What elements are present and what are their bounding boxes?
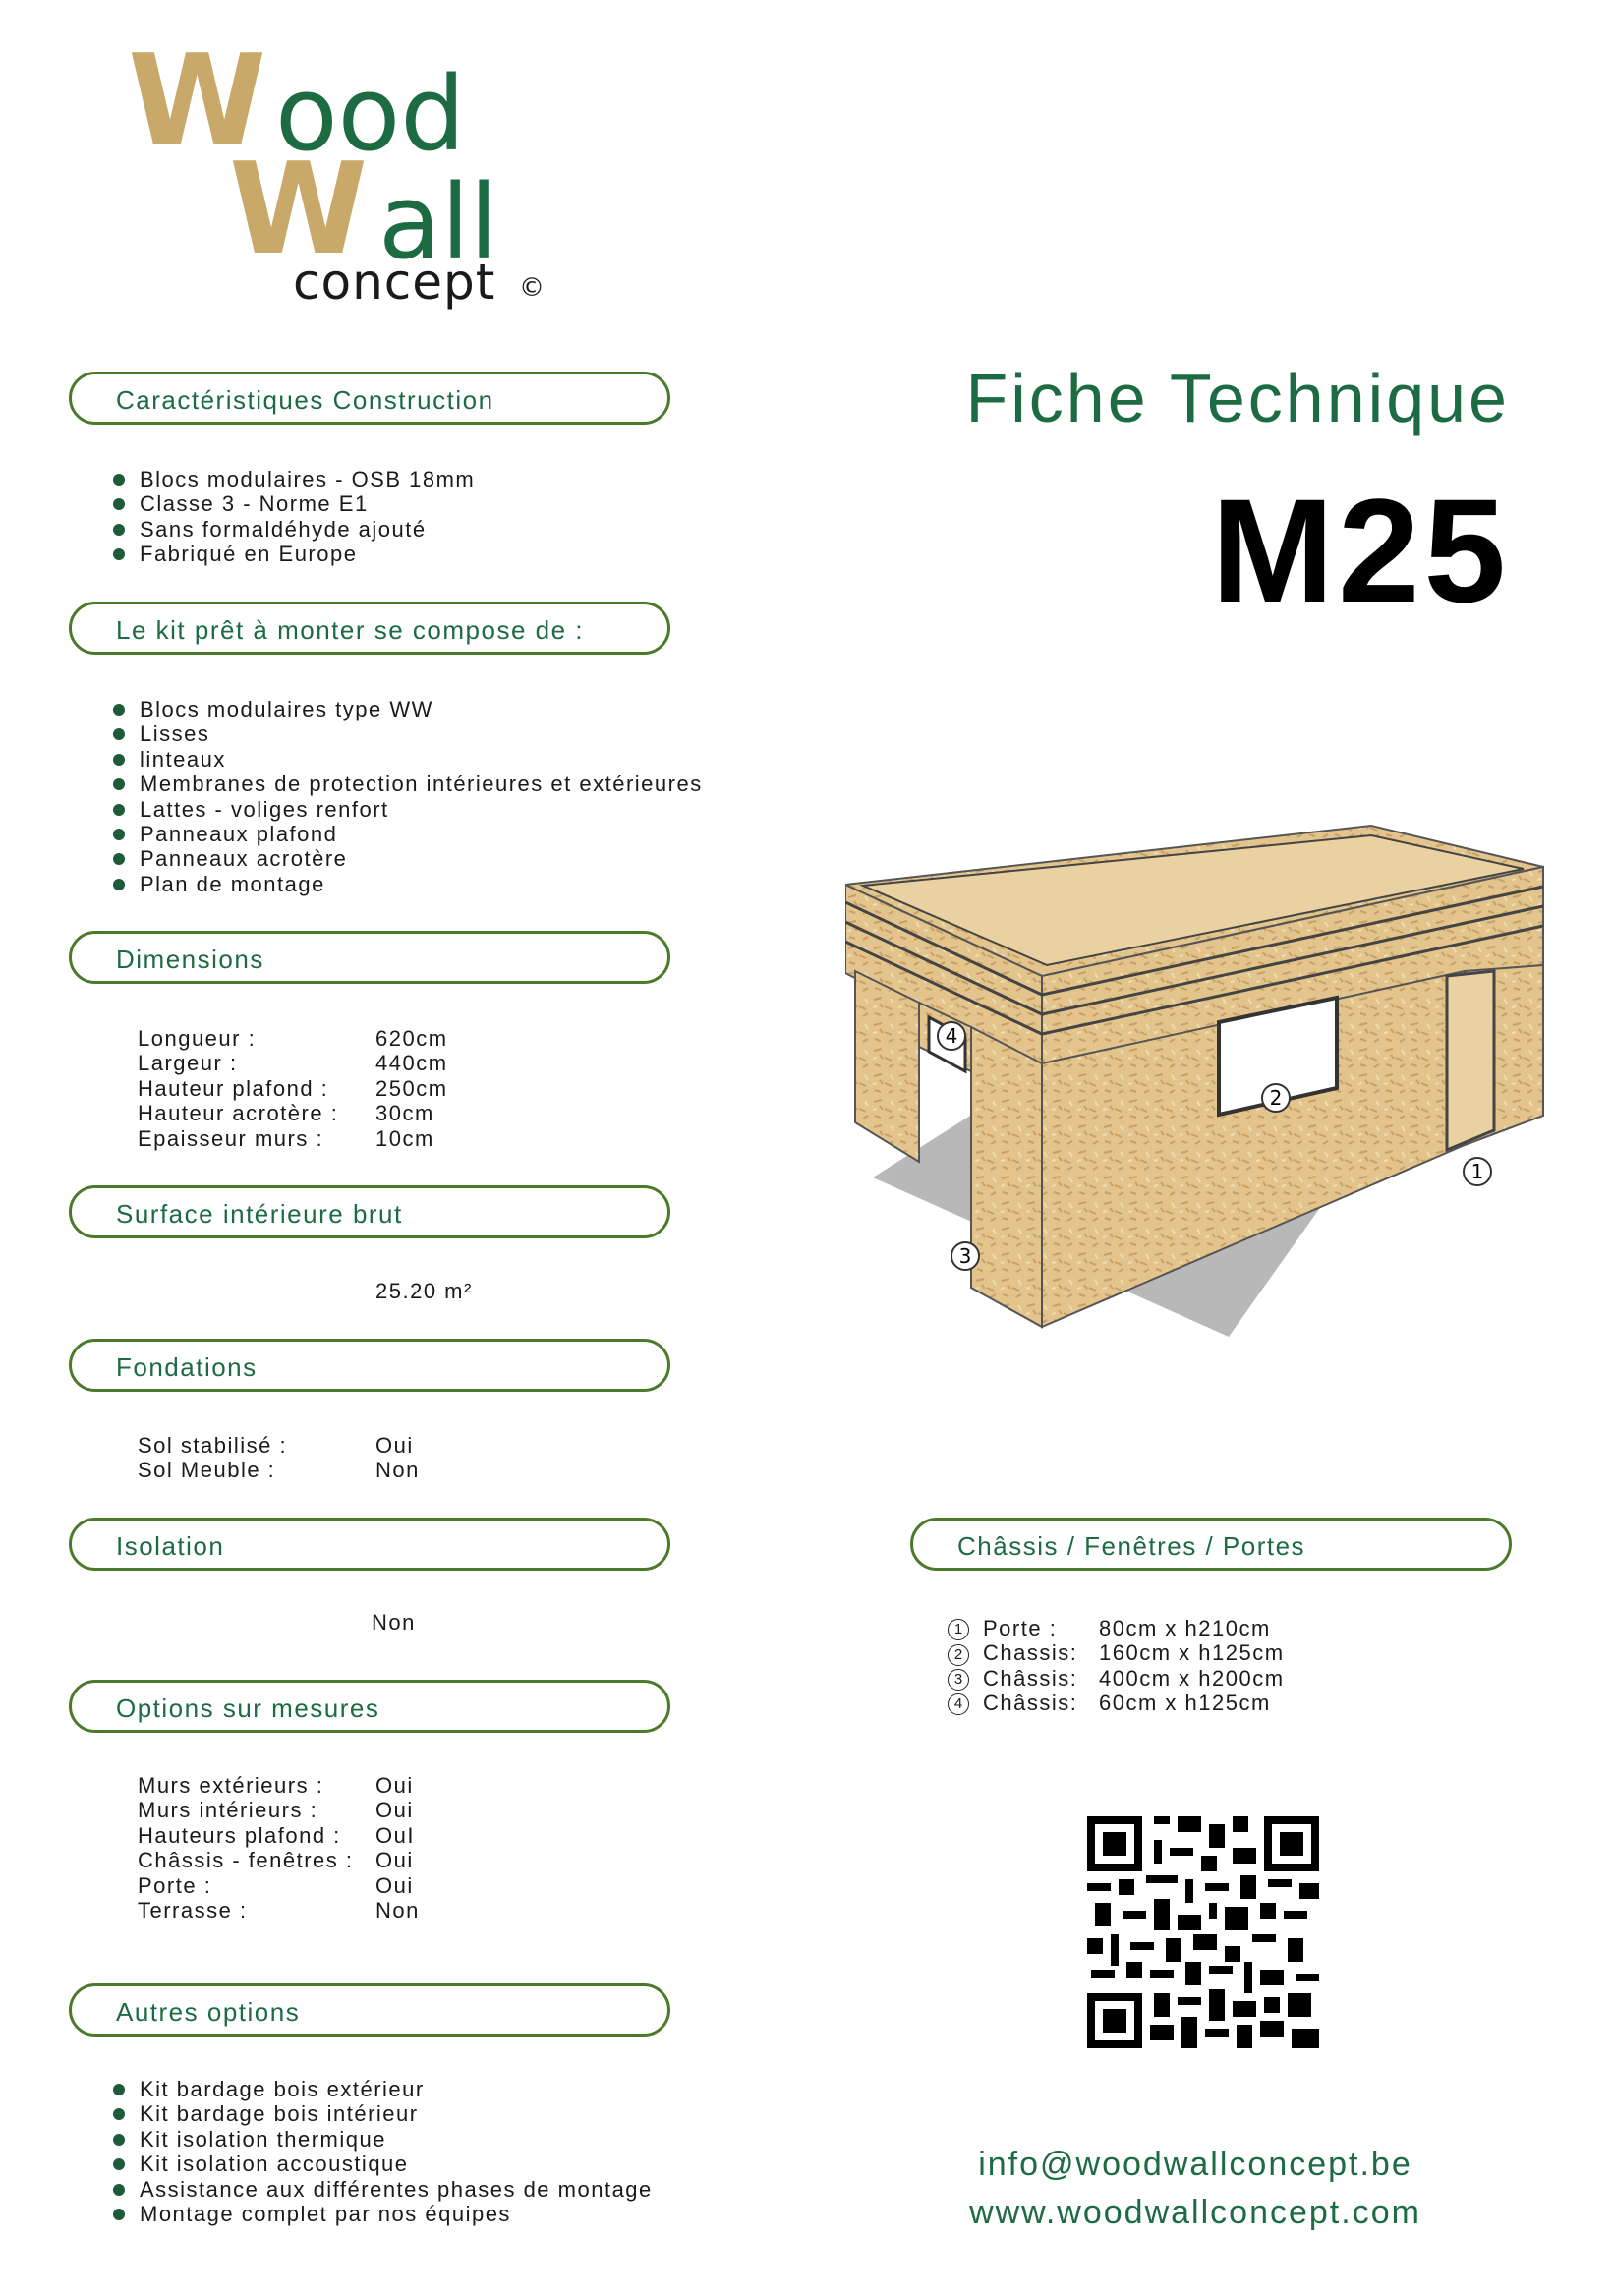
list-item: Fabriqué en Europe [113, 542, 475, 566]
fondations-table [138, 1433, 420, 1483]
copyright-icon: © [519, 273, 545, 303]
list-item: Montage complet par nos équipes [113, 2202, 653, 2226]
table-row [138, 1798, 420, 1822]
number-circle-icon: 2 [948, 1644, 969, 1666]
list-item: Kit bardage bois intérieur [113, 2101, 653, 2126]
row-value: 620cm [375, 1026, 448, 1051]
row-value: Oui [375, 1798, 414, 1823]
row-label: Châssis: [983, 1691, 1078, 1716]
row-label: Epaisseur murs : [138, 1125, 324, 1151]
building-illustration [845, 816, 1553, 1337]
table-row [138, 1433, 420, 1458]
corner-post-front [971, 1027, 1042, 1327]
list-item: linteaux [113, 747, 703, 772]
section-header-label: Options sur mesures [116, 1693, 380, 1723]
list-item: Classe 3 - Norme E1 [113, 491, 475, 516]
row-label: Sol stabilisé : [138, 1433, 288, 1458]
table-row [948, 1666, 1285, 1691]
table-row [138, 1101, 448, 1125]
marker-4-label: 4 [945, 1024, 958, 1048]
section-header-label: Surface intérieure brut [116, 1199, 403, 1229]
left-front-post [855, 971, 919, 1162]
row-value: Non [375, 1458, 420, 1483]
contact-website[interactable]: www.woodwallconcept.com [969, 2194, 1421, 2231]
number-circle-icon: 1 [948, 1619, 969, 1640]
table-row [138, 1873, 420, 1898]
section-header-label: Châssis / Fenêtres / Portes [957, 1531, 1306, 1561]
row-value: 160cm x h125cm [1099, 1640, 1285, 1666]
row-label: Longueur : [138, 1026, 257, 1051]
table-row [138, 1773, 420, 1798]
list-item: Panneaux plafond [113, 822, 703, 846]
row-value: Oui [375, 1433, 414, 1458]
section-header-autres [69, 1983, 670, 2037]
autres-list [113, 2077, 653, 2226]
list-item: Kit isolation thermique [113, 2127, 653, 2152]
row-value: Non [375, 1897, 420, 1923]
table-row [138, 1848, 420, 1872]
row-value: 440cm [375, 1051, 448, 1076]
table-row [138, 1458, 420, 1482]
marker-3-label: 3 [958, 1244, 972, 1268]
table-row [138, 1126, 448, 1151]
marker-2-label: 2 [1269, 1086, 1283, 1110]
row-label: Châssis - fenêtres : [138, 1848, 354, 1873]
options-table [138, 1773, 420, 1923]
table-row [138, 1051, 448, 1075]
logo-text-concept: concept [293, 254, 496, 311]
table-row [948, 1616, 1285, 1640]
row-value: OuI [375, 1822, 415, 1848]
section-header-label: Fondations [116, 1352, 258, 1382]
row-label: Murs intérieurs : [138, 1798, 318, 1823]
logo-letter-w2: W [229, 137, 369, 283]
list-item: Kit isolation accoustique [113, 2152, 653, 2176]
section-header-label: Autres options [116, 1997, 301, 2027]
logo-text-ood: ood [275, 54, 466, 174]
marker-4 [938, 1022, 965, 1050]
table-row [948, 1691, 1285, 1715]
contact-email[interactable]: info@woodwallconcept.be [978, 2146, 1412, 2183]
section-header-surface [69, 1185, 670, 1238]
logo-letter-w1: W [128, 29, 267, 175]
marker-3 [951, 1242, 979, 1270]
list-item: Panneaux acrotère [113, 846, 703, 871]
row-value: 80cm x h210cm [1099, 1616, 1271, 1640]
section-header-fondations [69, 1339, 670, 1392]
marker-1-label: 1 [1470, 1160, 1484, 1183]
section-header-options [69, 1680, 670, 1733]
section-header-label: Dimensions [116, 945, 264, 974]
isolation-value: Non [372, 1610, 416, 1635]
kit-list [113, 697, 703, 896]
section-header-kit [69, 602, 670, 655]
row-label: Terrasse : [138, 1897, 248, 1923]
section-header-dimensions [69, 931, 670, 984]
table-row [138, 1898, 420, 1923]
list-item: Assistance aux différentes phases de montage [113, 2177, 653, 2202]
marker-1 [1464, 1158, 1491, 1185]
table-row [948, 1640, 1285, 1665]
page-title: Fiche Technique [965, 360, 1510, 436]
row-value: 10cm [375, 1125, 434, 1151]
number-circle-icon: 4 [948, 1693, 969, 1715]
marker-2 [1262, 1084, 1290, 1112]
door-1 [1447, 971, 1494, 1150]
qr-code-icon [1087, 1816, 1319, 2048]
row-label: Châssis: [983, 1665, 1078, 1691]
dimensions-table [138, 1026, 448, 1151]
section-header-isolation [69, 1518, 670, 1571]
table-row [138, 1823, 420, 1848]
list-item: Blocs modulaires type WW [113, 697, 703, 721]
row-value: 250cm [375, 1075, 448, 1101]
surface-value: 25.20 m² [375, 1279, 473, 1303]
row-label: Porte : [138, 1872, 212, 1898]
list-item: Blocs modulaires - OSB 18mm [113, 467, 475, 491]
list-item: Lattes - voliges renfort [113, 797, 703, 822]
section-header-label: Caractéristiques Construction [116, 385, 494, 415]
list-item: Kit bardage bois extérieur [113, 2077, 653, 2101]
list-item: Membranes de protection intérieures et extérieures [113, 772, 703, 796]
section-header-label: Isolation [116, 1531, 225, 1561]
brand-logo [128, 29, 560, 315]
row-label: Hauteur acrotère : [138, 1101, 339, 1126]
row-label: Chassis: [983, 1640, 1078, 1666]
row-label: Sol Meuble : [138, 1458, 276, 1483]
row-value: 30cm [375, 1101, 434, 1126]
section-header-chassis [910, 1518, 1512, 1571]
row-value: Oui [375, 1773, 414, 1798]
row-label: Hauteur plafond : [138, 1075, 329, 1101]
list-item: Sans formaldéhyde ajouté [113, 517, 475, 542]
row-value: Oui [375, 1848, 414, 1873]
list-item: Plan de montage [113, 872, 703, 896]
row-label: Porte : [983, 1616, 1058, 1640]
section-header-construction [69, 372, 670, 425]
number-circle-icon: 3 [948, 1669, 969, 1691]
chassis-table [948, 1616, 1285, 1716]
table-row [138, 1026, 448, 1051]
model-name: M25 [1211, 468, 1510, 633]
row-value: 60cm x h125cm [1099, 1691, 1271, 1716]
logo-text-all: all [378, 162, 498, 282]
row-value: Oui [375, 1872, 414, 1898]
row-label: Largeur : [138, 1051, 238, 1076]
list-item: Lisses [113, 721, 703, 746]
section-header-label: Le kit prêt à monter se compose de : [116, 615, 584, 645]
row-label: Murs extérieurs : [138, 1773, 324, 1798]
table-row [138, 1076, 448, 1101]
row-label: Hauteurs plafond : [138, 1822, 341, 1848]
construction-list [113, 467, 475, 567]
row-value: 400cm x h200cm [1099, 1665, 1285, 1691]
